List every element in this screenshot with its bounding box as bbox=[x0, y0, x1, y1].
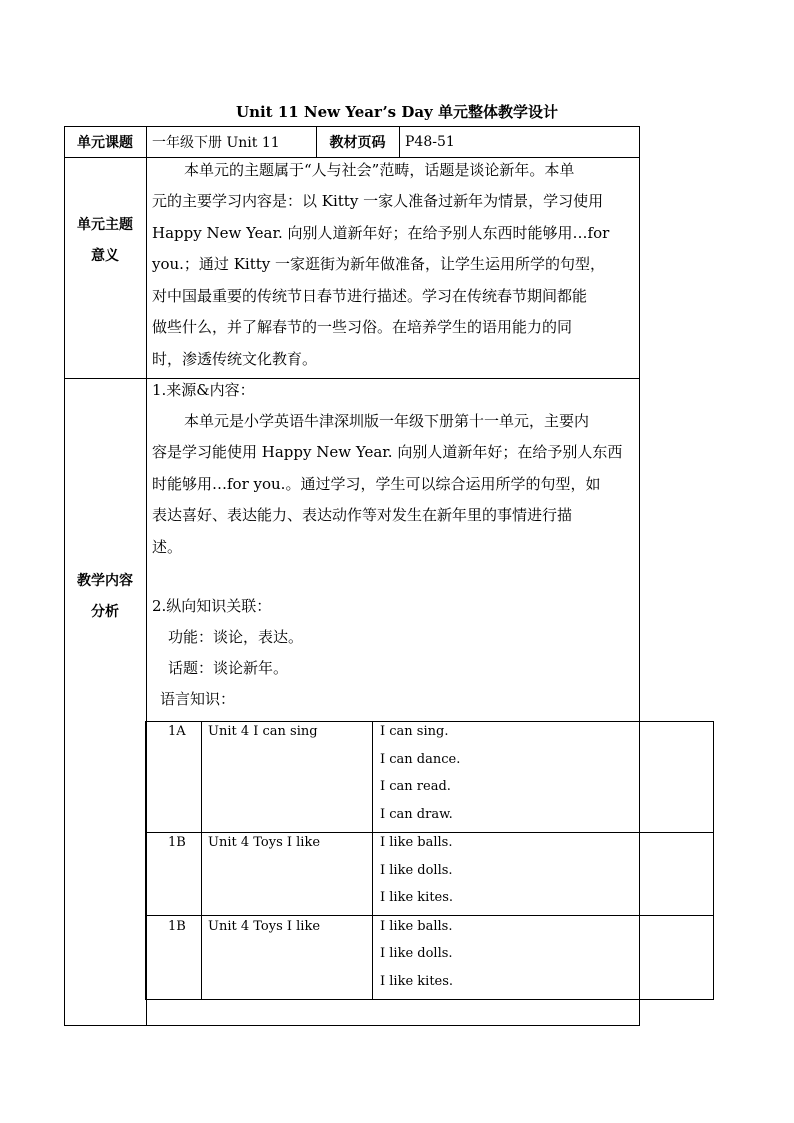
sentence: I can sing. bbox=[380, 724, 449, 739]
analysis-label-line1: 教学内容 bbox=[77, 573, 133, 589]
theme-line: 元的主要学习内容是：以 Kitty 一家人准备过新年为情景，学习使用 bbox=[152, 192, 604, 210]
sentence: I can draw. bbox=[380, 807, 453, 822]
unit-cell: Unit 4 Toys I like bbox=[208, 919, 321, 934]
sentence: I can dance. bbox=[380, 752, 461, 767]
theme-label bbox=[64, 210, 146, 272]
theme-line: 时，渗透传统文化教育。 bbox=[152, 350, 318, 368]
sentence: I can read. bbox=[380, 779, 451, 794]
theme-label-line1: 单元主题 bbox=[77, 217, 133, 233]
theme-line: Happy New Year. 向别人道新年好；在给予别人东西时能够用…for bbox=[152, 224, 610, 242]
theme-line: you.；通过 Kitty 一家逛街为新年做准备，让学生运用所学的句型， bbox=[152, 255, 606, 273]
sentence: I like balls. bbox=[380, 835, 453, 850]
unit-topic-value: 一年级下册 Unit 11 bbox=[152, 134, 280, 151]
grade-cell: 1A bbox=[168, 724, 186, 739]
analysis-label bbox=[64, 566, 146, 628]
theme-label-line2: 意义 bbox=[91, 248, 119, 264]
unit-cell: Unit 4 Toys I like bbox=[208, 835, 321, 850]
section-heading: 1.来源&内容： bbox=[152, 381, 255, 399]
pages-label: 教材页码 bbox=[329, 134, 386, 151]
theme-line: 对中国最重要的传统节日春节进行描述。学习在传统春节期间都能 bbox=[152, 287, 588, 305]
topic-line: 话题：谈论新年。 bbox=[168, 659, 289, 677]
source-line: 表达喜好、表达能力、表达动作等对发生在新年里的事情进行描 bbox=[152, 506, 573, 524]
analysis-label-line2: 分析 bbox=[91, 604, 119, 620]
unit-topic-label: 单元课题 bbox=[77, 134, 133, 151]
source-line: 容是学习能使用 Happy New Year. 向别人道新年好；在给予别人东西 bbox=[152, 443, 623, 461]
sentence: I like kites. bbox=[380, 974, 454, 989]
theme-line: 本单元的主题属于“人与社会”范畴，话题是谈论新年。本单 bbox=[184, 161, 575, 179]
grade-cell: 1B bbox=[168, 835, 186, 850]
unit-cell: Unit 4 I can sing bbox=[208, 724, 318, 739]
section-heading: 2.纵向知识关联： bbox=[152, 597, 272, 615]
source-line: 时能够用…for you.。通过学习，学生可以综合运用所学的句型，如 bbox=[152, 475, 601, 493]
function-line: 功能：谈论，表达。 bbox=[168, 628, 304, 646]
language-line: 语言知识： bbox=[160, 690, 236, 708]
pages-value: P48-51 bbox=[405, 133, 455, 150]
sentence: I like dolls. bbox=[380, 863, 453, 878]
sentence: I like kites. bbox=[380, 890, 454, 905]
page-title: Unit 11 New Year’s Day 单元整体教学设计 bbox=[236, 103, 558, 121]
source-line: 述。 bbox=[152, 538, 183, 556]
sentence: I like balls. bbox=[380, 919, 453, 934]
theme-line: 做些什么，并了解春节的一些习俗。在培养学生的语用能力的同 bbox=[152, 318, 573, 336]
source-line: 本单元是小学英语牛津深圳版一年级下册第十一单元，主要内 bbox=[184, 412, 590, 430]
grade-cell: 1B bbox=[168, 919, 186, 934]
sentence: I like dolls. bbox=[380, 946, 453, 961]
